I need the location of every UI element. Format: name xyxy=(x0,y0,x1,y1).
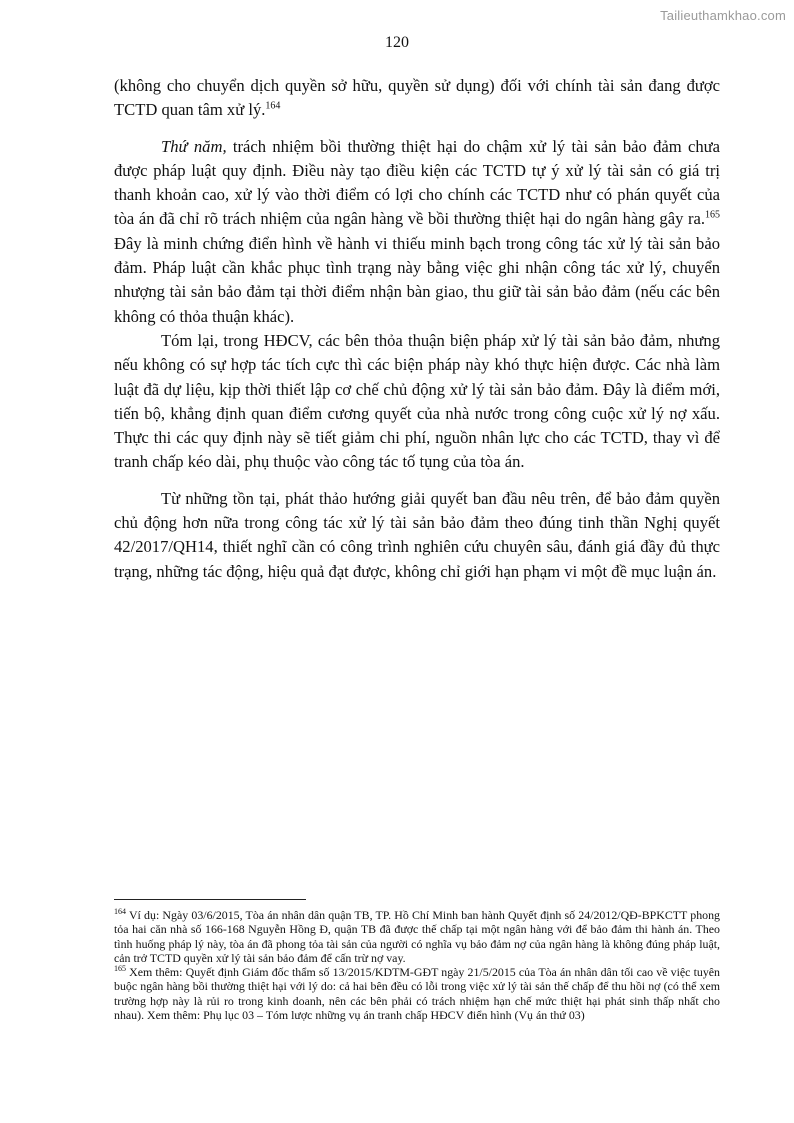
footnote-165 xyxy=(114,965,720,1022)
page-number: 120 xyxy=(385,34,409,51)
paragraph-2 xyxy=(114,135,720,329)
paragraph-1 xyxy=(114,74,720,123)
paragraph-4: Từ những tồn tại, phát thảo hướng giải quyết ban đầu nêu trên, để bảo đảm quyền chủ động hơn nữa trong công tác xử lý tài sản bảo đảm theo đúng tinh thần Nghị quyết 42/2017/QH14, thiết nghĩ cần có công trình nghiên cứu chuyên sâu, đánh giá đầy đủ thực trạng, những tác động, hiệu quả đạt được, không chỉ giới hạn phạm vi một đề mục luận án. xyxy=(114,488,720,581)
footnote-164 xyxy=(114,908,720,965)
footnote-text: Ví dụ: Ngày 03/6/2015, Tòa án nhân dân quận TB, TP. Hồ Chí Minh ban hành Quyết định số 24/2012/QĐ-BPKCTT phong tỏa hai căn nhà số 166-168 Nguyễn Hồng Đ, quận TB đã được thế chấp tại một ngân hàng với để bảo đảm thi hành án. Theo tình huống pháp lý này, tòa án đã phong tỏa tài sản của người có nghĩa vụ bảo đảm nợ của ngân hàng là không đúng pháp luật, cản trở TCTD quyền xử lý tài sản bảo đảm để cấn trừ nợ vay. xyxy=(114,908,720,965)
body-text xyxy=(114,74,720,584)
paragraph-2-text-a: trách nhiệm bồi thường thiệt hại do chậm xử lý tài sản bảo đảm chưa được pháp luật quy định. Điều này tạo điều kiện các TCTD tự ý xử lý tài sản có giá trị thanh khoản cao, xử lý vào thời điểm có lợi cho chính các TCTD như có phán quyết của tòa án đã chỉ rõ trách nhiệm của ngân hàng về bồi thường thiệt hại do ngân hàng gây ra. xyxy=(114,136,720,229)
footnote-text: Xem thêm: Quyết định Giám đốc thẩm số 13/2015/KDTM-GĐT ngày 21/5/2015 của Tòa án nhân dân tối cao về việc tuyên buộc ngân hàng bồi thường thiệt hại với lý do: cả hai bên đều có lỗi trong việc xử lý tài sản thế chấp để thu hồi nợ (có thể xem trường hợp này là rủi ro trong kinh doanh, nên các bên phải có trách nhiệm hạn chế mức thiệt hại phát sinh thấp nhất cho nhau). Xem thêm: Phụ lục 03 – Tóm lược những vụ án tranh chấp HĐCV điển hình (Vụ án thứ 03) xyxy=(114,965,720,1023)
footnote-number: 165 xyxy=(114,964,126,974)
footnote-divider xyxy=(114,899,306,900)
paragraph-2-lead: Thứ năm, xyxy=(161,136,227,156)
footnote-number: 164 xyxy=(114,907,126,917)
paragraph-2-text-b: Đây là minh chứng điển hình về hành vi thiếu minh bạch trong công tác xử lý tài sản bảo đảm. Pháp luật cần khắc phục tình trạng này bằng việc ghi nhận công tác xử lý, chuyển nhượng tài sản bảo đảm tại thời điểm nhận bàn giao, thu giữ tài sản bảo đảm (nếu các bên không có thỏa thuận khác). xyxy=(114,233,720,326)
footnote-ref-165[interactable]: 165 xyxy=(705,209,720,221)
paragraph-3: Tóm lại, trong HĐCV, các bên thỏa thuận biện pháp xử lý tài sản bảo đảm, nhưng nếu không có sự hợp tác tích cực thì các biện pháp này khó thực hiện được. Các nhà làm luật đã dự liệu, kịp thời thiết lập cơ chế chủ động xử lý tài sản bảo đảm. Đây là điểm mới, tiến bộ, khẳng định quan điểm cương quyết của nhà nước trong công cuộc xử lý nợ xấu. Thực thi các quy định này sẽ tiết giảm chi phí, nguồn nhân lực cho các TCTD, thay vì để tranh chấp kéo dài, phụ thuộc vào công tác tố tụng của tòa án. xyxy=(114,330,720,472)
footnote-ref-164[interactable]: 164 xyxy=(265,100,281,112)
footnotes xyxy=(114,908,720,1022)
paragraph-1-text: (không cho chuyển dịch quyền sở hữu, quyền sử dụng) đối với chính tài sản đang được TCTD quan tâm xử lý. xyxy=(114,76,720,120)
watermark: Tailieuthamkhao.com xyxy=(660,8,786,23)
